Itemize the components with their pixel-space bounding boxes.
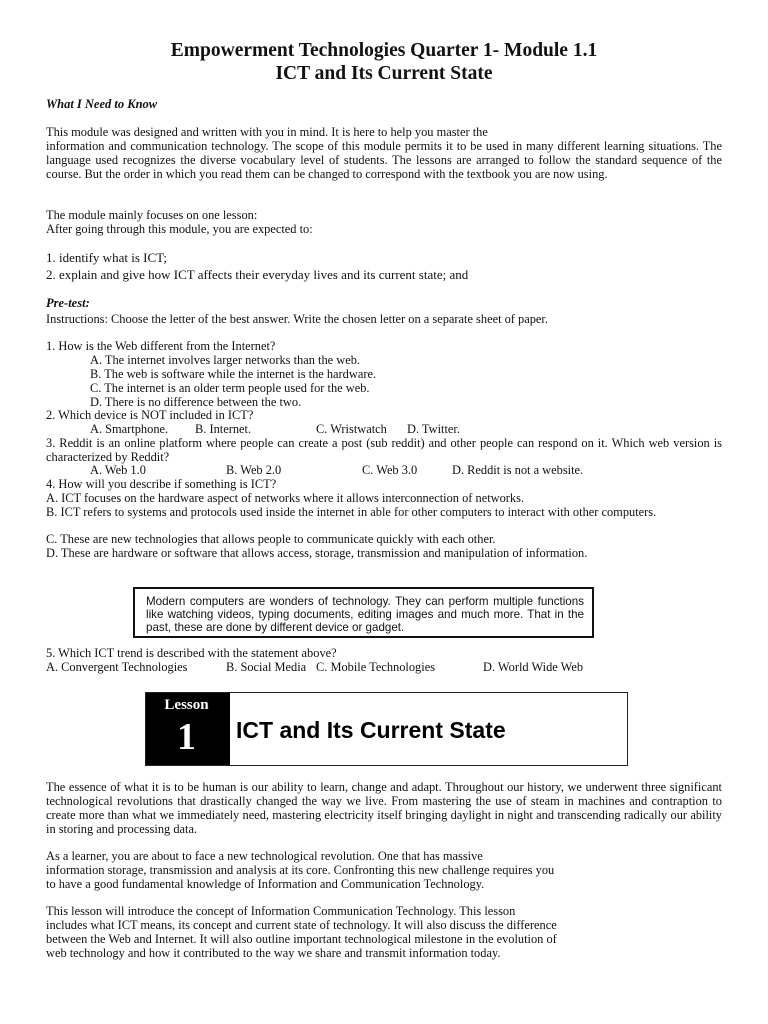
answer-option: A. ICT focuses on the hardware aspect of networks where it allows interconnection of networks. xyxy=(46,491,525,505)
answer-option: B. Web 2.0 xyxy=(226,463,282,477)
objective-item: 1. identify what is ICT; xyxy=(46,250,167,265)
body-paragraph-3-line: between the Web and Internet. It will also outline important technological milestone in the evolution of xyxy=(46,932,557,946)
answer-option: D. Reddit is not a website. xyxy=(452,463,584,477)
answer-option: B. Social Media xyxy=(226,660,307,674)
answer-option: D. These are hardware or software that allows access, storage, transmission and manipulation of information. xyxy=(46,546,588,560)
intro-first-line: This module was designed and written with you in mind. It is here to help you master the xyxy=(46,125,488,139)
intro-paragraph: information and communication technology. The scope of this module permits it to be used in many different learning situations. The language used recognizes the diverse vocabulary level of students. The lessons are arranged to follow the standard sequence of the course. But the order in which you read them can be changed to correspond with the textbook you are now using. xyxy=(46,139,722,181)
body-paragraph-2-line: information storage, transmission and analysis at its core. Confronting this new challenge requires you xyxy=(46,863,555,877)
objective-item: 2. explain and give how ICT affects their everyday lives and its current state; and xyxy=(46,267,469,282)
answer-option: C. The internet is an older term people used for the web. xyxy=(90,381,370,395)
answer-option: C. Mobile Technologies xyxy=(316,660,436,674)
question-5: 5. Which ICT trend is described with the statement above? xyxy=(46,646,337,660)
pretest-instructions: Instructions: Choose the letter of the best answer. Write the chosen letter on a separate sheet of paper. xyxy=(46,312,548,326)
answer-option: A. The internet involves larger networks than the web. xyxy=(90,353,360,367)
body-paragraph-3-line: web technology and how it contributed to the way we share and transmit information today. xyxy=(46,946,501,960)
lesson-number: 1 xyxy=(177,716,196,758)
answer-option: A. Convergent Technologies xyxy=(46,660,188,674)
focus-line: The module mainly focuses on one lesson: xyxy=(46,208,258,222)
question-2: 2. Which device is NOT included in ICT? xyxy=(46,408,254,422)
answer-option: B. Internet. xyxy=(195,422,252,436)
answer-option: C. Web 3.0 xyxy=(362,463,418,477)
answer-option: A. Web 1.0 xyxy=(90,463,146,477)
answer-option: D. There is no difference between the two. xyxy=(90,395,302,409)
statement-box: Modern computers are wonders of technology. They can perform multiple functions like watching videos, typing documents, editing images and much more. That in the past, these are done by different device or gadget. xyxy=(133,587,594,638)
question-1: 1. How is the Web different from the Internet? xyxy=(46,339,276,353)
expectation-line: After going through this module, you are expected to: xyxy=(46,222,313,236)
lesson-badge xyxy=(146,693,227,765)
body-paragraph-1: The essence of what it is to be human is our ability to learn, change and adapt. Throughout our history, we underwent three significant technological revolutions that drastically changed the way we live. From mastering the use of steam in machines and contraption to create more than what we immediately need, mastering electricity itself bringing daylight in night and transcending radically our ability in storing and processing data. xyxy=(46,780,722,836)
answer-option: B. The web is software while the internet is the hardware. xyxy=(90,367,377,381)
answer-option: D. Twitter. xyxy=(407,422,460,436)
lesson-label: Lesson xyxy=(164,697,209,713)
answer-option: B. ICT refers to systems and protocols used inside the internet in able for other computers to interact with other computers. xyxy=(46,505,657,519)
question-4: 4. How will you describe if something is ICT? xyxy=(46,477,277,491)
lesson-title: ICT and Its Current State xyxy=(227,693,627,765)
answer-option: A. Smartphone. xyxy=(90,422,169,436)
answer-option: C. These are new technologies that allows people to communicate quickly with each other. xyxy=(46,532,496,546)
body-paragraph-2-line: As a learner, you are about to face a new technological revolution. One that has massive xyxy=(46,849,483,863)
question-3: 3. Reddit is an online platform where people can create a post (sub reddit) and other people can respond on it. Which web version is characterized by Reddit? xyxy=(46,436,722,464)
module-subtitle: ICT and Its Current State xyxy=(275,63,493,84)
module-title: Empowerment Technologies Quarter 1- Module 1.1 xyxy=(170,40,598,61)
section-heading-pretest: Pre-test: xyxy=(46,296,90,310)
section-heading-what-i-need-to-know: What I Need to Know xyxy=(46,97,158,111)
answer-option: C. Wristwatch xyxy=(316,422,387,436)
answer-option: D. World Wide Web xyxy=(483,660,584,674)
body-paragraph-2-line: to have a good fundamental knowledge of Information and Communication Technology. xyxy=(46,877,485,891)
lesson-banner xyxy=(145,692,628,766)
body-paragraph-3-line: includes what ICT means, its concept and current state of technology. It will also discuss the difference xyxy=(46,918,557,932)
body-paragraph-3-line: This lesson will introduce the concept of Information Communication Technology. This lesson xyxy=(46,904,516,918)
